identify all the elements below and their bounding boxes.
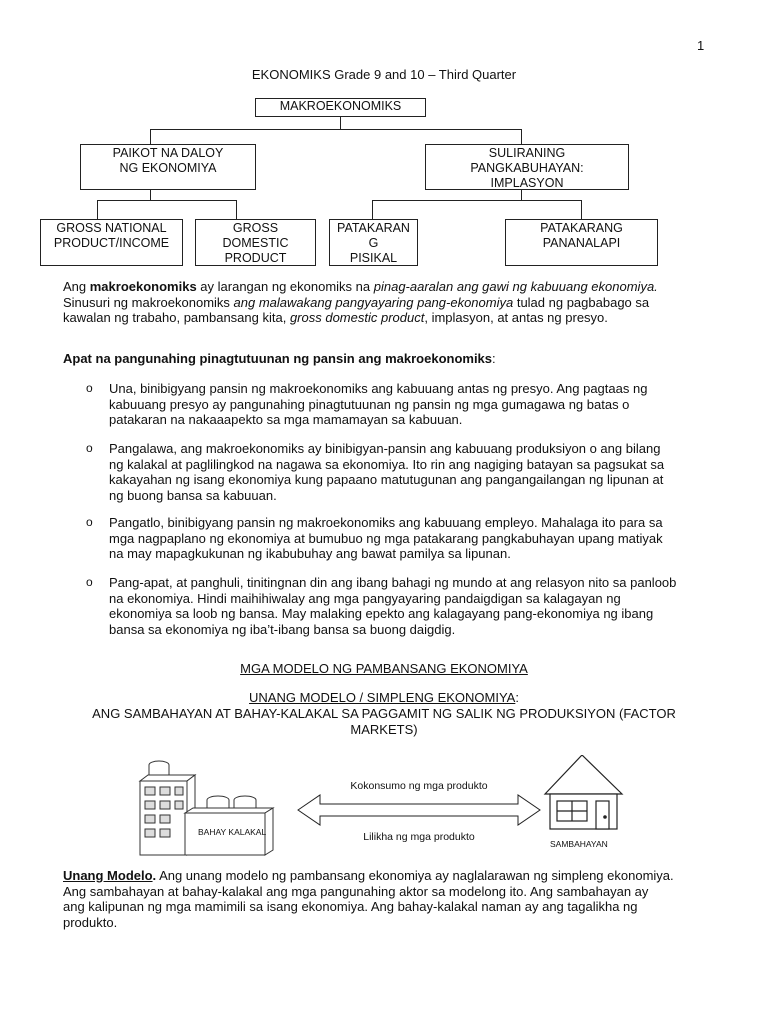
node-label: MAKROEKONOMIKS [279, 99, 402, 113]
list-item-line: ekonomiya sa loob ng bansa. May malaking epekto ang kalagayang pang-ekonomiya ng ibang [109, 606, 654, 621]
focus-heading [63, 351, 713, 367]
node-makroekonomiks [255, 98, 426, 117]
node-label: G [368, 236, 379, 250]
node-label: SULIRANING [488, 146, 566, 160]
node-label: PAIKOT NA DALOY [112, 146, 224, 160]
node-gnp [40, 219, 183, 266]
heading-text: Apat na pangunahing pinagtutuunan ng pansin ang makroekonomiks [63, 351, 493, 366]
node-label: DOMESTIC [222, 236, 289, 250]
list-item-line: Una, binibigyang pansin ng makroekonomiks ang kabuuang antas ng presyo. Ang pagtaas ng [109, 381, 648, 396]
lead-term: Unang Modelo [63, 868, 153, 883]
list-item [109, 515, 709, 562]
page-title: EKONOMIKS Grade 9 and 10 – Third Quarter [251, 67, 517, 82]
list-item-line: Pangalawa, ang makroekonomiks ay binibigyan-pansin ang kabuuang produksiyon o ang bilang [109, 441, 661, 456]
list-item-line: ng kalakal at paglilingkod na nagawa sa ekonomiya. Ito rin ang nagiging batayan sa pagsukat sa [109, 456, 665, 472]
text: ay larangan ng ekonomiks na [196, 279, 374, 294]
node-patakarang-pisikal [329, 219, 418, 266]
emphasis: ang malawakang pangyayaring pang-ekonomiya [233, 294, 514, 310]
page-number: 1 [697, 38, 705, 53]
heading-text: UNANG MODELO / SIMPLENG EKONOMIYA [249, 690, 516, 705]
node-label: IMPLASYON [490, 176, 564, 190]
period: . [152, 868, 157, 883]
text: tulad ng pagbabago sa [513, 294, 650, 310]
bullet-marker: o [86, 575, 93, 589]
list-item [109, 575, 709, 637]
bottom-arrow-label: Lilikha ng mga produkto [363, 831, 475, 843]
node-gdp [195, 219, 316, 266]
node-label: PRODUCT [224, 251, 287, 265]
first-model-heading [40, 690, 728, 738]
term-makroekonomiks: makroekonomiks [89, 279, 197, 294]
bullet-marker: o [86, 441, 93, 455]
text: kawalan ng trabaho, pambansang kita, [63, 310, 290, 325]
node-suliraning-pangkabuhayan [425, 144, 629, 190]
closing-paragraph [63, 868, 713, 930]
list-item-line: kabuuang presyo ay pangunahing pinagtutuunan ng pansin ng mga gumagawa ng batas o [109, 396, 630, 412]
list-item-line: bansa sa ekonomiya ng iba’t-ibang bansa sa buong daigdig. [109, 621, 456, 637]
list-item [109, 441, 709, 503]
list-item-line: na may mapagkukunan ng ikabubuhay ang bawat pamilya sa lipunan. [109, 546, 511, 561]
text: Ang unang modelo ng pambansang ekonomiya ay naglalarawan ng simpleng ekonomiya. [156, 868, 674, 883]
household-label: SAMBAHAYAN [550, 839, 608, 849]
emphasis: pinag-aaralan ang gawi ng kabuuang ekonomiya. [373, 279, 658, 294]
node-label: PANGKABUHAYAN: [470, 161, 584, 175]
text: , implasyon, at antas ng presyo. [424, 310, 608, 325]
node-label: PATAKARANG [540, 221, 623, 235]
list-item-line: Pangatlo, binibigyang pansin ng makroekonomiks ang kabuuang empleyo. Mahalaga ito para sa [109, 515, 663, 530]
bahay-kalakal-icon [140, 761, 273, 855]
node-label: NG EKONOMIYA [119, 161, 217, 175]
models-heading [40, 661, 728, 677]
list-item-line: na ekonomiya. Hindi maihihiwalay ang mga pangyayaring pandaigdigan sa kalagayan ng [109, 590, 621, 606]
list-item-line: ng buong bansa sa kabuuan. [109, 487, 277, 503]
node-label: GROSS [232, 221, 279, 235]
node-label: GROSS NATIONAL [56, 221, 167, 235]
text: Sinusuri ng makroekonomiks [63, 294, 234, 310]
firm-label: BAHAY KALAKAL [198, 827, 267, 837]
list-item-line: kakayahan ng isang ekonomiya kung papaano matutugunan ang pangangailangan ng lipunan at [109, 472, 664, 487]
node-label: PRODUCT/INCOME [53, 236, 170, 250]
colon: : [515, 690, 519, 705]
bullet-marker: o [86, 515, 93, 529]
heading-text: MGA MODELO NG PAMBANSANG EKONOMIYA [240, 661, 528, 676]
sambahayan-icon [545, 755, 622, 829]
simple-economy-figure [130, 755, 650, 860]
subheading-line: MARKETS) [350, 722, 418, 737]
top-arrow-label: Kokonsumo ng mga produkto [350, 780, 488, 792]
node-label: PISIKAL [349, 251, 398, 265]
list-item-line: mga nagpaplano ng ekonomiya at bumubuo ng mga patakarang pangkabuhayan upang matiyak [109, 530, 663, 546]
node-patakarang-pananalapi [505, 219, 658, 266]
double-arrow [298, 795, 540, 825]
paragraph-line: Ang sambahayan at bahay-kalakal ang mga pangunahing aktor sa modelong ito. Ang sambahayan ay [63, 883, 649, 899]
paragraph-line: ang kalipunan ng mga mamimili sa isang ekonomiya. Ang bahay-kalakal naman ay ang tagalikha ng [63, 899, 638, 914]
node-label: PANANALAPI [542, 236, 621, 250]
emphasis: gross domestic product [289, 310, 425, 325]
node-label: PATAKARAN [337, 221, 410, 235]
list-item-line: patakaran na nakaaapekto sa mga mamamayan sa kabuuan. [109, 412, 463, 427]
list-item-line: Pang-apat, at panghuli, tinitingnan din ang ibang bahagi ng mundo at ang relasyon nito sa panloob [109, 575, 677, 590]
subheading-line: ANG SAMBAHAYAN AT BAHAY-KALAKAL SA PAGGAMIT NG SALIK NG PRODUKSIYON (FACTOR [92, 706, 676, 721]
node-paikot-na-daloy [80, 144, 256, 190]
paragraph-line: produkto. [63, 914, 118, 930]
bullet-marker: o [86, 381, 93, 395]
list-item [109, 381, 709, 428]
text: Ang [63, 279, 90, 294]
intro-paragraph [63, 279, 713, 326]
colon: : [492, 351, 496, 366]
